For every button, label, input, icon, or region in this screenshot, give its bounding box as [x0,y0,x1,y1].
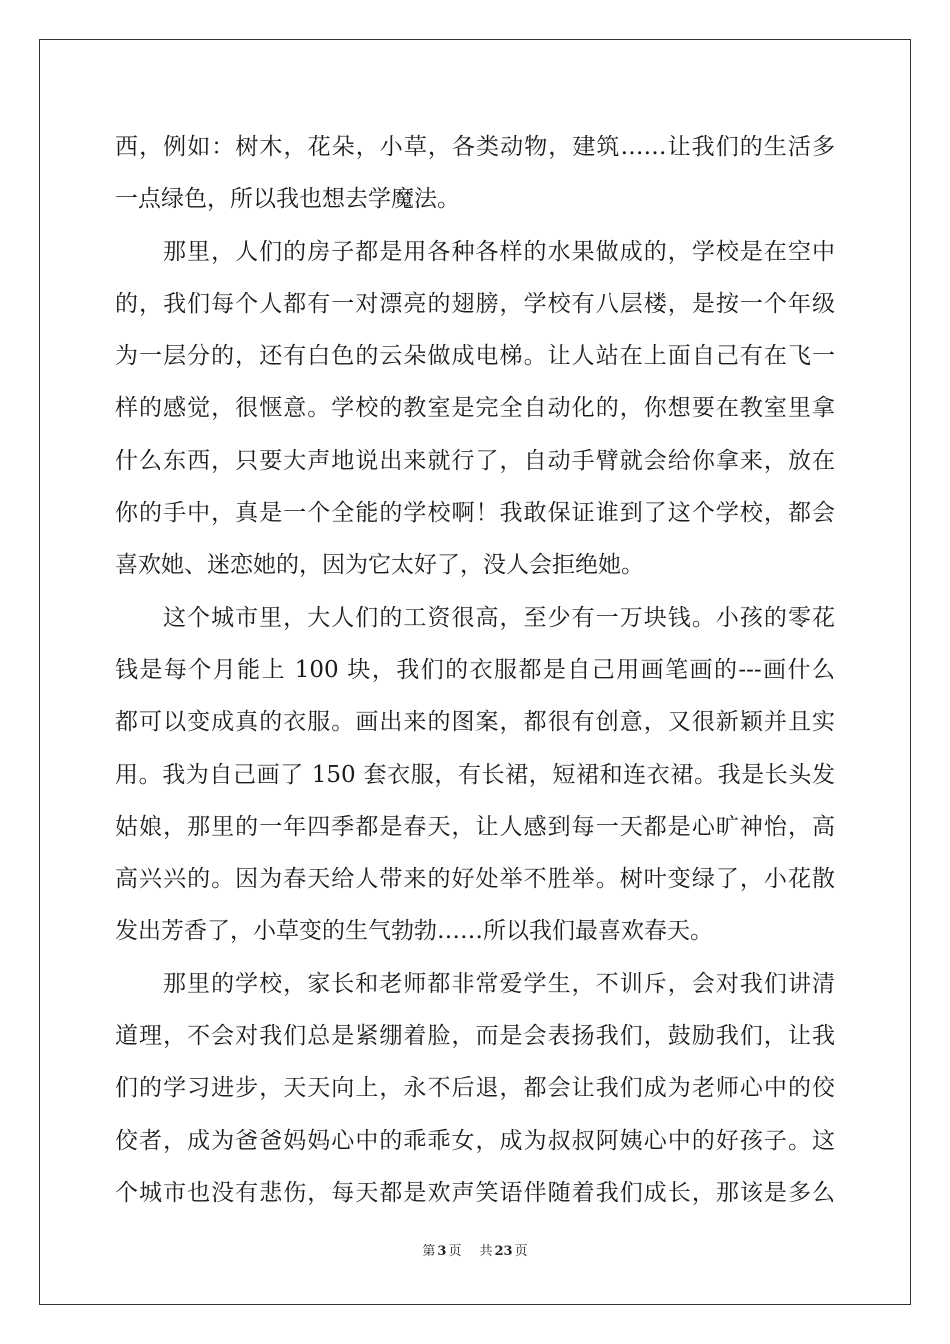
total-suffix: 页 [514,1244,528,1259]
text-line: 那里的学校，家长和老师都非常爱学生，不训斥，会对我们讲清 [163,970,835,997]
total-pages: 23 [494,1244,513,1259]
text-line: 那里，人们的房子都是用各种各样的水果做成的，学校是在空中 [163,238,835,265]
text-line: 道理，不会对我们总是紧绷着脸，而是会表扬我们，鼓励我们，让我 [115,1023,835,1050]
text-line: 喜欢她、迷恋她的，因为它太好了，没人会拒绝她。 [115,552,644,579]
text-line: 为一层分的，还有白色的云朵做成电梯。让人站在上面自己有在飞一 [115,343,835,370]
text-line: 都可以变成真的衣服。画出来的图案，都很有创意，又很新颖并且实 [115,709,835,736]
text-line: 们的学习进步，天天向上，永不后退，都会让我们成为老师心中的佼 [115,1075,835,1102]
text-line: 样的感觉，很惬意。学校的教室是完全自动化的，你想要在教室里拿 [115,395,835,422]
page-prefix: 第 [422,1244,436,1259]
total-prefix: 共 [479,1244,493,1259]
text-line: 一点绿色，所以我也想去学魔法。 [115,186,460,213]
text-line: 个城市也没有悲伤，每天都是欢声笑语伴随着我们成长，那该是多么 [115,1179,835,1206]
text-line: 这个城市里，大人们的工资很高，至少有一万块钱。小孩的零花 [163,604,835,631]
text-line: 发出芳香了，小草变的生气勃勃……所以我们最喜欢春天。 [115,918,713,945]
text-line: 西，例如：树木，花朵，小草，各类动物，建筑……让我们的生活多 [115,134,835,160]
text-line: 的，我们每个人都有一对漂亮的翅膀，学校有八层楼，是按一个年级 [115,290,835,317]
text-line: 姑娘，那里的一年四季都是春天，让人感到每一天都是心旷神怡，高 [115,813,835,840]
text-line: 钱是每个月能上 100 块，我们的衣服都是自己用画笔画的---画什么 [115,656,835,683]
text-line: 你的手中，真是一个全能的学校啊！我敢保证谁到了这个学校，都会 [115,500,835,527]
page-suffix: 页 [448,1244,462,1259]
page-footer [0,1240,950,1259]
text-line: 高兴兴的。因为春天给人带来的好处举不胜举。树叶变绿了，小花散 [115,866,835,893]
page-number: 3 [437,1244,447,1259]
document-body [115,127,835,1225]
text-line: 佼者，成为爸爸妈妈心中的乖乖女，成为叔叔阿姨心中的好孩子。这 [115,1127,835,1154]
text-line: 什么东西，只要大声地说出来就行了，自动手臂就会给你拿来，放在 [115,447,835,474]
text-line: 用。我为自己画了 150 套衣服，有长裙，短裙和连衣裙。我是长头发 [115,761,835,788]
